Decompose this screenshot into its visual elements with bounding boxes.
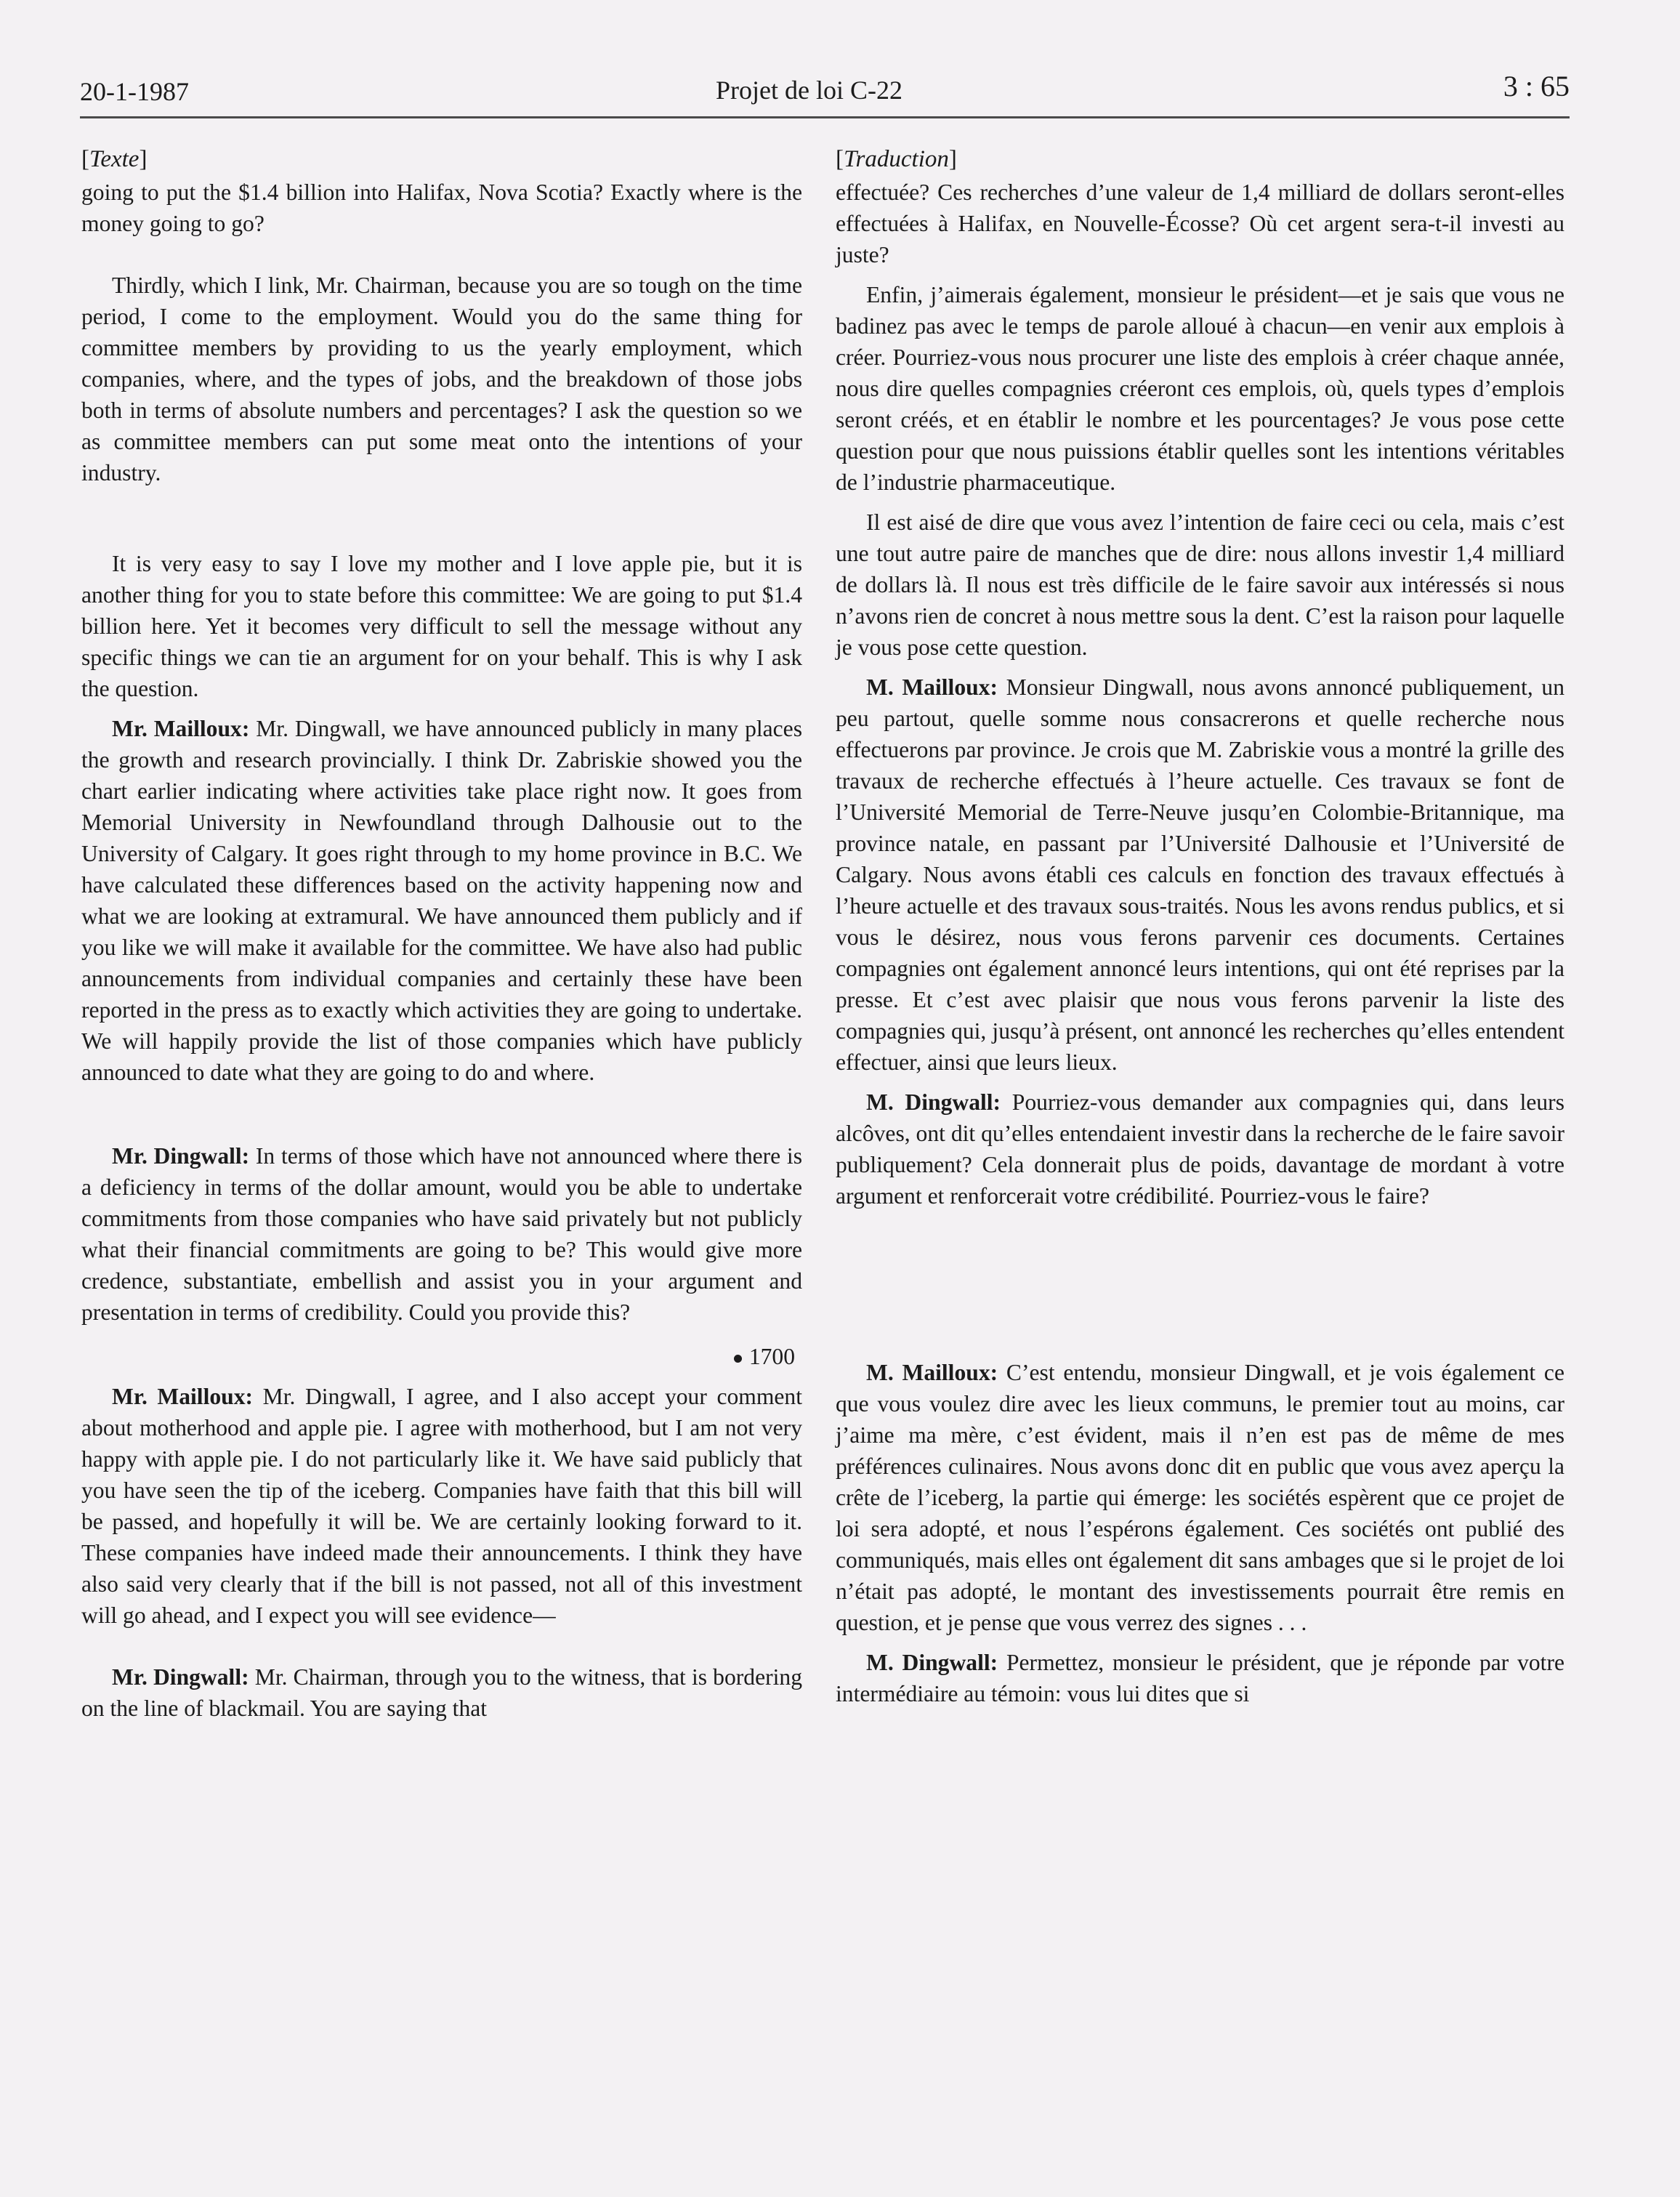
paragraph: It is very easy to say I love my mother and I love apple pie, but it is another thing for you to state before this committee: We are going to put $1.4 billion here. Yet it becomes very difficult to sell the message without any specific things we can tie an argument for on your behalf. This is why I ask the question. xyxy=(81,551,802,701)
french-column xyxy=(836,144,1564,1709)
paragraph: Thirdly, which I link, Mr. Chairman, because you are so tough on the time period, I come to the employment. Would you do the same thing for committee members by providing to us the yearly employment, which companies, where, and the types of jobs, and the breakdown of those jobs both in terms of absolute numbers and percentages? I ask the question so we as committee members can put some meat onto the intentions of your industry. xyxy=(81,273,802,485)
speaker-name: M. Dingwall: xyxy=(866,1089,1001,1115)
speech-text: Permettez, monsieur le président, que je réponde par votre intermédiaire au témoin: vous lui dites que si xyxy=(836,1650,1564,1706)
speech xyxy=(836,1357,1564,1638)
speaker-name: Mr. Dingwall: xyxy=(112,1143,250,1169)
speech xyxy=(81,713,802,1088)
paragraph: Il est aisé de dire que vous avez l’intention de faire ceci ou cela, mais c’est une tout autre paire de manches que de dire: nous allons investir 1,4 milliard de dollars là. Il nous est très difficile de le faire savoir aux intéressés si nous n’avons rien de concret à nous mettre sous la dent. C’est la raison pour laquelle je vous pose cette question. xyxy=(836,509,1564,660)
speaker-name: Mr. Mailloux: xyxy=(112,716,250,741)
speech xyxy=(836,1087,1564,1212)
english-column xyxy=(81,144,802,1724)
header-rule xyxy=(80,116,1570,118)
speaker-name: Mr. Dingwall: xyxy=(112,1664,249,1690)
speech xyxy=(81,1140,802,1328)
speech-text: In terms of those which have not announced where there is a deficiency in terms of the dollar amount, would you be able to undertake commitments from those companies who have said privately but not publicly what their financial commitments are going to be? This would give more credence, substantiate, embellish and assist you in your argument and presentation in terms of credibility. Could you provide this? xyxy=(81,1143,802,1325)
column-label-traduction: [Traduction] xyxy=(836,146,957,172)
speaker-name: M. Mailloux: xyxy=(866,1360,998,1385)
paragraph: Enfin, j’aimerais également, monsieur le président—et je sais que vous ne badinez pas avec le temps de parole alloué à chacun—en venir aux emplois à créer. Pourriez-vous nous procurer une liste des emplois à créer chaque année, nous dire quelles compagnies créeront ces emplois, où, quels types d’emplois seront créés, et en établir le nombre et les pourcentages? Je vous pose cette question pour que nous puissions établir quelles sont les intentions véritables de l’industrie pharmaceutique. xyxy=(836,282,1564,495)
speech xyxy=(81,1661,802,1724)
speech-text: Mr. Dingwall, I agree, and I also accept your comment about motherhood and apple pie. I agree with motherhood, but I am not very happy with apple pie. I do not particularly like it. We have said publicly that you have seen the tip of the iceberg. Companies have faith that this bill will be passed, and hopefully it will be. We are certainly looking forward to it. These companies have indeed made their announcements. I think they have also said very clearly that if the bill is not passed, not all of this investment will go ahead, and I expect you will see evidence— xyxy=(81,1384,803,1628)
paragraph: effectuée? Ces recherches d’une valeur de 1,4 milliard de dollars seront-elles effectuées à Halifax, en Nouvelle-Écosse? Où cet argent sera-t-il investi au juste? xyxy=(836,180,1564,267)
speech xyxy=(836,1647,1564,1709)
header-page-number: 3 : 65 xyxy=(1503,70,1570,102)
page-header xyxy=(80,69,1570,113)
speaker-name: M. Mailloux: xyxy=(866,674,998,700)
speech xyxy=(81,1381,802,1631)
bullet-icon xyxy=(734,1355,742,1363)
speech-text: Mr. Dingwall, we have announced publicly in many places the growth and research provincially. I think Dr. Zabriskie showed you the chart earlier indicating where activities take place right now. It goes from Memorial University in Newfoundland through Dalhousie out to the University of Calgary. It goes right through to my home province in B.C. We have calculated these differences based on the activity happening now and what we are looking at extramural. We have announced them publicly and if you like we will make it available for the committee. We have also had public announcements from individual companies and certainly these have been reported in the press as to exactly which activities they are going to undertake. We will happily provide the list of those companies which have publicly announced to date what they are going to do and where. xyxy=(81,716,803,1085)
speech-text: Pourriez-vous demander aux compagnies qui, dans leurs alcôves, ont dit qu’elles entendaient investir dans la recherche de le faire savoir publiquement? Cela donnerait plus de poids, davantage de mordant à votre argument et renforcerait votre crédibilité. Pourriez-vous le faire? xyxy=(836,1089,1564,1209)
speaker-name: M. Dingwall: xyxy=(866,1650,998,1675)
speech-text: C’est entendu, monsieur Dingwall, et je vois également ce que vous voulez dire avec les lieux communs, le premier tout au moins, car j’aime ma mère, c’est évident, mais il n’en est pas de même de mes préférences culinaires. Nous avons donc dit en public que vous avez aperçu la crête de l’iceberg, la partie qui émerge: les sociétés espèrent que ce projet de loi sera adopté, et nous l’espérons également. Ces sociétés ont publié des communiqués, mais elles ont également dit sans ambages que si le projet de loi n’était pas adopté, le montant des investissements pourrait être remis en question, et je pense que vous verrez des signes . . . xyxy=(836,1360,1564,1635)
speech xyxy=(836,672,1564,1078)
header-title: Projet de loi C-22 xyxy=(716,76,902,105)
paragraph: going to put the $1.4 billion into Halifax, Nova Scotia? Exactly where is the money going to go? xyxy=(81,180,802,236)
header-date: 20-1-1987 xyxy=(80,77,189,106)
speech-text: Monsieur Dingwall, nous avons annoncé publiquement, un peu partout, quelle somme nous consacrerons et quelle recherche nous effectuerons par province. Je crois que M. Zabriskie vous a montré la grille des travaux de recherche effectués à l’heure actuelle. Ces travaux se font de l’Université Memorial de Terre-Neuve jusqu’en Colombie-Britannique, ma province natale, en passant par l’Université Dalhousie et l’Université de Calgary. Nous avons établi ces calculs en fonction des travaux effectués à l’heure actuelle et des travaux sous-traités. Nous les avons rendus publics, et si vous le désirez, nous vous ferons parvenir ces documents. Certaines compagnies ont également annoncé leurs intentions, qui ont été reprises par la presse. Et c’est avec plaisir que nous vous ferons parvenir la liste des compagnies qui, jusqu’à présent, ont annoncé les recherches qu’elles entendent effectuer, ainsi que leurs lieux. xyxy=(836,674,1564,1075)
column-label-texte: [Texte] xyxy=(81,146,148,172)
time-marker: 1700 xyxy=(81,1341,802,1372)
speaker-name: Mr. Mailloux: xyxy=(112,1384,254,1409)
speech-text: Mr. Chairman, through you to the witness, that is bordering on the line of blackmail. You are saying that xyxy=(81,1664,802,1721)
